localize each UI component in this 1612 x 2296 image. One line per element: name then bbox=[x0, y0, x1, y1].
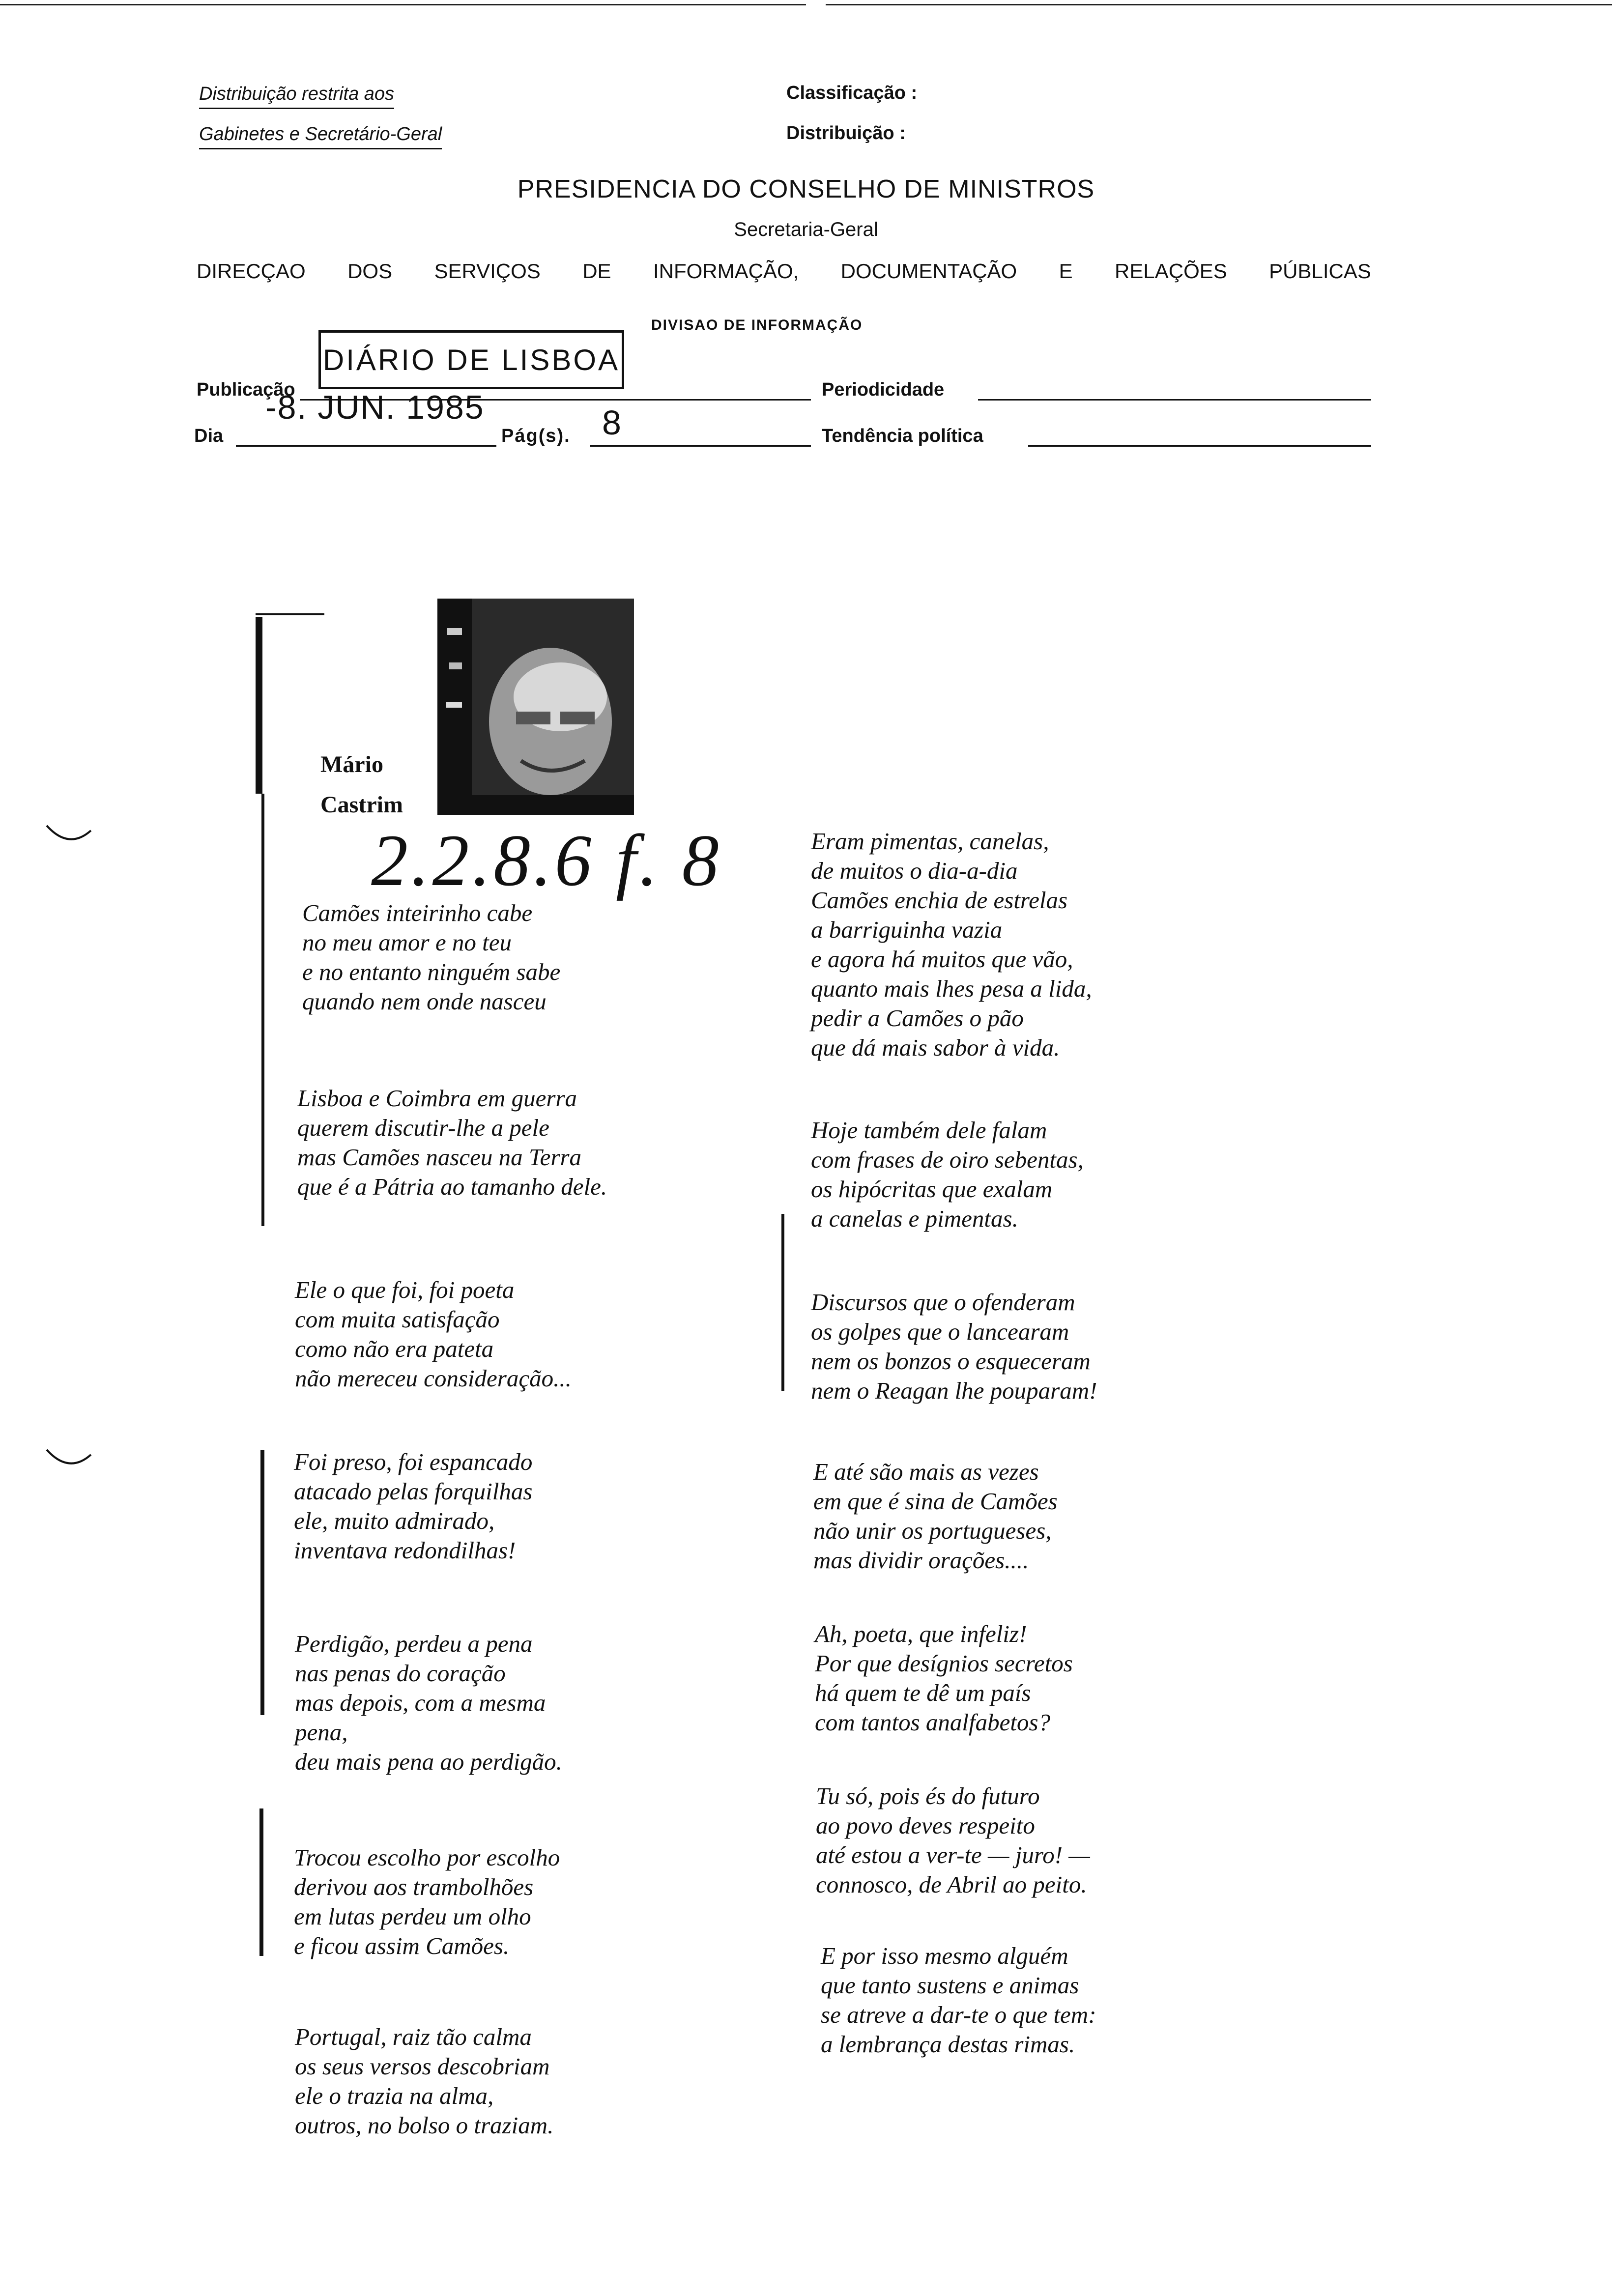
left-column-rule bbox=[259, 1808, 263, 1956]
author-first-name: Mário bbox=[320, 751, 383, 777]
poem-stanza: Portugal, raiz tão calma os seus versos descobriam ele o trazia na alma, outros, no bolso o traziam. bbox=[295, 2023, 554, 2139]
handwritten-reference: 2.2.8.6 f. 8 bbox=[371, 820, 722, 901]
margin-mark-icon bbox=[42, 816, 101, 855]
top-rule bbox=[256, 613, 324, 615]
dia-line bbox=[236, 445, 496, 447]
classificacao-label: Classificação : bbox=[786, 83, 918, 103]
poem-stanza: Ah, poeta, que infeliz! Por que desígnios secretos há quem te dê um país com tantos analfabetos? bbox=[815, 1620, 1073, 1736]
poem-stanza: Hoje também dele falam com frases de oiro sebentas, os hipócritas que exalam a canelas e pimentas. bbox=[811, 1117, 1084, 1232]
direccao-word: PÚBLICAS bbox=[1269, 259, 1371, 283]
pags-line bbox=[590, 445, 811, 447]
scan-edge-line-left bbox=[0, 4, 806, 5]
author-photo bbox=[437, 599, 634, 815]
pags-label: Pág(s). bbox=[501, 426, 571, 446]
left-column-rule bbox=[261, 794, 264, 1226]
scan-edge-line-right bbox=[826, 4, 1612, 5]
pags-value: 8 bbox=[602, 403, 621, 442]
direccao-word: DE bbox=[582, 259, 611, 283]
author-last-name: Castrim bbox=[320, 792, 403, 818]
distribution-line-1: Distribuição restrita aos bbox=[199, 84, 394, 109]
secretaria-subtitle: Secretaria-Geral bbox=[734, 219, 878, 240]
tendencia-line bbox=[1028, 445, 1371, 447]
right-column-rule bbox=[781, 1214, 784, 1391]
dia-label: Dia bbox=[194, 426, 224, 446]
poem-stanza: Camões inteirinho cabe no meu amor e no teu e no entanto ninguém sabe quando nem onde nasceu bbox=[302, 899, 561, 1015]
divisao-label: DIVISAO DE INFORMAÇÃO bbox=[651, 317, 863, 333]
newspaper-stamp: DIÁRIO DE LISBOA bbox=[318, 330, 624, 389]
date-stamp: -8. JUN. 1985 bbox=[265, 389, 485, 426]
poem-stanza: E até são mais as vezes em que é sina de Camões não unir os portugueses, mas dividir orações.... bbox=[813, 1458, 1058, 1574]
periodicidade-label: Periodicidade bbox=[822, 379, 945, 400]
direccao-word: DIRECÇAO bbox=[197, 259, 306, 283]
poem-stanza: Perdigão, perdeu a pena nas penas do coração mas depois, com a mesma pena, deu mais pena ao perdigão. bbox=[295, 1630, 562, 1775]
direccao-word: E bbox=[1059, 259, 1073, 283]
direccao-word: DOCUMENTAÇÃO bbox=[840, 259, 1017, 283]
periodicidade-line bbox=[978, 399, 1371, 401]
poem-stanza: Lisboa e Coimbra em guerra querem discutir-lhe a pele mas Camões nasceu na Terra que é a Pátria ao tamanho dele. bbox=[297, 1085, 607, 1200]
left-column-rule bbox=[256, 617, 262, 794]
poem-stanza: Discursos que o ofenderam os golpes que o lancearam nem os bonzos o esqueceram nem o Reagan lhe pouparam! bbox=[811, 1289, 1097, 1404]
poem-stanza: E por isso mesmo alguém que tanto sustens e animas se atreve a dar-te o que tem: a lembrança destas rimas. bbox=[821, 1942, 1096, 2058]
poem-stanza: Ele o que foi, foi poeta com muita satisfação como não era pateta não mereceu consideração... bbox=[295, 1276, 572, 1392]
direccao-line bbox=[197, 259, 1371, 283]
direccao-word: INFORMAÇÃO, bbox=[653, 259, 799, 283]
distribution-line-2: Gabinetes e Secretário-Geral bbox=[199, 124, 442, 149]
margin-mark-icon bbox=[42, 1440, 101, 1479]
poem-stanza: Tu só, pois és do futuro ao povo deves respeito até estou a ver-te — juro! — connosco, de Abril ao peito. bbox=[816, 1782, 1090, 1898]
distribution-note bbox=[199, 84, 394, 109]
poem-stanza: Trocou escolho por escolho derivou aos trambolhões em lutas perdeu um olho e ficou assim Camões. bbox=[294, 1844, 560, 1959]
tendencia-label: Tendência política bbox=[822, 426, 983, 446]
presidencia-title: PRESIDENCIA DO CONSELHO DE MINISTROS bbox=[517, 175, 1095, 203]
direccao-word: RELAÇÕES bbox=[1115, 259, 1227, 283]
direccao-word: DOS bbox=[347, 259, 393, 283]
distribution-note-2 bbox=[199, 124, 442, 149]
publicacao-label: Publicação bbox=[197, 379, 295, 400]
left-column-rule bbox=[260, 1450, 264, 1715]
distribuicao-label: Distribuição : bbox=[786, 123, 906, 144]
direccao-word: SERVIÇOS bbox=[434, 259, 541, 283]
poem-stanza: Eram pimentas, canelas, de muitos o dia-a-dia Camões enchia de estrelas a barriguinha vazia e agora há muitos que vão, quanto mais lhes pesa a lida, pedir a Camões o pão que dá mais sabor à vida. bbox=[811, 828, 1092, 1061]
poem-stanza: Foi preso, foi espancado atacado pelas forquilhas ele, muito admirado, inventava redondilhas! bbox=[294, 1448, 533, 1564]
